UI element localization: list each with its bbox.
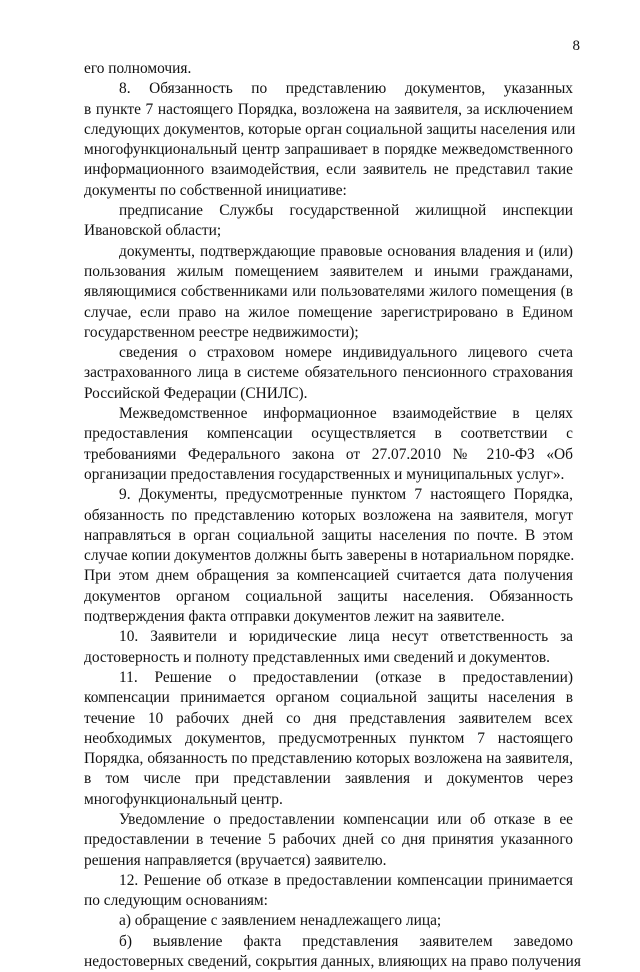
text-line: его полномочия. <box>84 60 192 77</box>
text-line: предоставления компенсации осуществляется в соответствии с <box>84 425 573 443</box>
text-line: документы, подтверждающие правовые основания владения и (или) <box>119 242 573 260</box>
text-line: предписание Службы государственной жилищной инспекции <box>119 202 573 220</box>
text-line: случае копии документов должны быть заверены в нотариальном порядке. <box>84 547 575 565</box>
text-line: являющимися собственниками или пользователями жилого помещения (в <box>84 283 573 301</box>
text-line: организации предоставления государственных и муниципальных услуг». <box>84 465 565 483</box>
text-line: в том числе при представлении заявления и документов через <box>84 770 573 788</box>
text-line: по следующим основаниям: <box>84 892 268 910</box>
text-line: 10. Заявители и юридические лица несут ответственность за <box>119 628 573 646</box>
text-line: следующих документов, которые орган социальной защиты населения или <box>84 120 576 138</box>
text-line: в пункте 7 настоящего Порядка, возложена на заявителя, за исключением <box>84 100 573 118</box>
text-line: Межведомственное информационное взаимодействие в целях <box>119 405 573 423</box>
text-line: б) выявление факта представления заявителем заведомо <box>119 932 573 950</box>
text-line: направляться в орган социальной защиты населения по почте. В этом <box>84 526 573 544</box>
text-line: а) обращение с заявлением ненадлежащего лица; <box>119 912 442 930</box>
text-line: недостоверных сведений, сокрытия данных, влияющих на право получения <box>84 953 581 971</box>
document-body <box>84 59 581 972</box>
text-line: Уведомление о предоставлении компенсации или об отказе в ее <box>119 810 573 828</box>
text-line: сведения о страховом номере индивидуального лицевого счета <box>119 344 573 362</box>
text-line: случае, если право на жилое помещение зарегистрировано в Едином <box>84 303 573 321</box>
text-line: Порядка, обязанность по представлению которых возложена на заявителя, <box>84 750 573 768</box>
text-line: многофункциональный центр запрашивает в порядке межведомственного <box>84 141 573 159</box>
text-line: 11. Решение о предоставлении (отказе в предоставлении) <box>119 668 573 686</box>
page-number: 8 <box>572 38 580 54</box>
text-line: решения направляется (вручается) заявителю. <box>84 851 387 869</box>
text-line: предоставлении в течение 5 рабочих дней со дня принятия указанного <box>84 831 573 849</box>
text-line: пользования жилым помещением заявителем и иными гражданами, <box>84 262 573 280</box>
text-line: государственном реестре недвижимости); <box>84 323 359 341</box>
text-line: информационного взаимодействия, если заявитель не представил такие <box>84 161 573 179</box>
text-line: 9. Документы, предусмотренные пунктом 7 настоящего Порядка, <box>119 486 573 504</box>
text-line: документов органом социальной защиты населения. Обязанность <box>84 587 573 605</box>
text-line: требованиями Федерального закона от 27.07.2010 № 210-ФЗ «Об <box>84 445 573 463</box>
text-line: достоверность и полноту представленных ими сведений и документов. <box>84 648 551 666</box>
text-line: компенсации принимается органом социальной защиты населения в <box>84 689 573 707</box>
text-line: Российской Федерации (СНИЛС). <box>84 384 308 402</box>
text-line: необходимых документов, предусмотренных пунктом 7 настоящего <box>84 729 573 747</box>
text-line: многофункциональный центр. <box>84 790 283 808</box>
text-line: При этом днем обращения за компенсацией считается дата получения <box>84 567 573 585</box>
text-line: обязанность по представлению которых возложена на заявителя, могут <box>84 506 573 524</box>
text-line: 12. Решение об отказе в предоставлении компенсации принимается <box>119 871 573 889</box>
text-line: течение 10 рабочих дней со дня представления заявителем всех <box>84 709 573 727</box>
text-line: Ивановской области; <box>84 222 222 240</box>
text-line: 8. Обязанность по представлению документов, указанных <box>119 80 573 98</box>
text-line: документы по собственной инициативе: <box>84 181 347 199</box>
text-line: подтверждения факта отправки документов лежит на заявителе. <box>84 608 505 626</box>
text-line: застрахованного лица в системе обязательного пенсионного страхования <box>84 364 573 382</box>
